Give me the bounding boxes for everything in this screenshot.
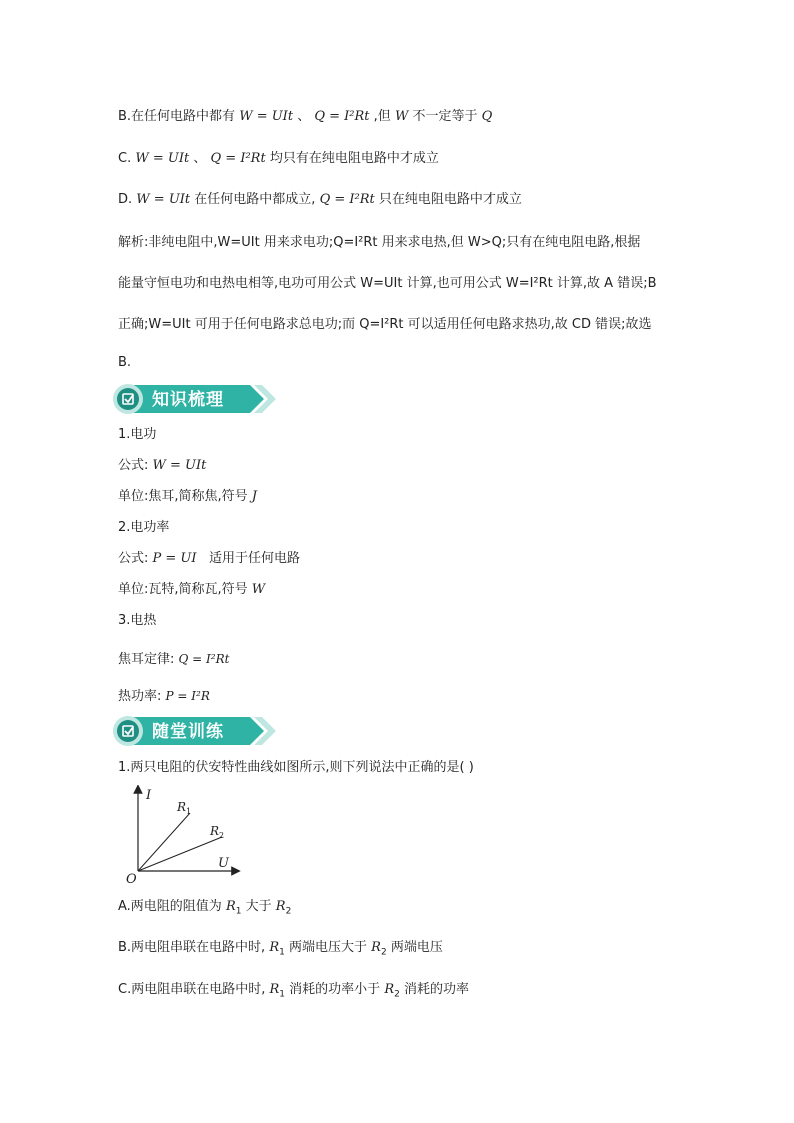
item-1-formula [118,457,206,475]
option-text: 不一定等于 [412,109,478,124]
option-b-prev [118,108,492,126]
r1-label: $R_1$ [177,800,192,816]
y-axis-label: I [146,788,152,803]
symbol: R [269,940,280,955]
label: 热功率: [118,689,162,704]
subscript: 1 [235,906,242,917]
item-3-power [118,687,210,706]
r2-label: $R_2$ [210,824,225,840]
option-text: 只在纯电阻电路中才成立 [378,192,522,207]
item-1-unit [118,488,257,506]
option-text: C. [118,151,132,166]
option-a [118,898,291,921]
separator: 、 [193,151,207,166]
item-1-title: 1.电功 [118,427,157,442]
graph-svg [122,785,242,885]
item-2-title: 2.电功率 [118,520,170,535]
note: 适用于任何电路 [208,551,300,566]
label: 单位:焦耳,简称焦,符号 [118,489,248,504]
subscript: 1 [279,989,286,1000]
section-title: 知识梳理 [152,390,224,410]
item-2-formula [118,550,300,568]
formula: W = UIt [136,192,191,207]
symbol: R [384,982,395,997]
option-text: D. [118,192,133,207]
symbol: J [251,489,258,504]
question-1: 1.两只电阻的伏安特性曲线如图所示,则下列说法中正确的是( ) [118,760,474,775]
item-3-title: 3.电热 [118,613,157,628]
option-c-prev [118,150,439,168]
option-text: 消耗的功率小于 [289,982,381,997]
subscript: 2 [285,906,292,917]
formula: Q = I²Rt [319,192,375,207]
option-text: C.两电阻串联在电路中时, [118,982,266,997]
subscript: 1 [279,947,285,958]
subscript: 2 [380,947,387,958]
option-text: B.在任何电路中都有 [118,109,236,124]
section-banner-practice [112,714,277,746]
option-text: A.两电阻的阻值为 [118,899,222,914]
option-c [118,981,469,1004]
x-axis-label: U [218,856,229,871]
option-text: 两端电压大于 [289,940,368,955]
iu-characteristic-graph [122,785,242,885]
analysis-line-3: 正确;W=UIt 可用于任何电路求总电功;而 Q=I²Rt 可以适用任何电路求热功,故 CD 错误;故选 [118,317,652,332]
option-d-prev [118,191,522,209]
formula: W = UIt [239,109,294,124]
option-text: B.两电阻串联在电路中时, [118,940,266,955]
subscript: 2 [394,989,400,1000]
formula: P = I²R [165,689,210,703]
separator: 、 [297,109,311,124]
analysis-line-1: 解析:非纯电阻中,W=UIt 用来求电功;Q=I²Rt 用来求电热,但 W>Q;只有在纯电阻电路,根据 [118,235,641,250]
line-r2 [138,837,222,871]
symbol: R [371,940,381,955]
option-text: 在任何电路中都成立, [194,192,316,207]
option-text: 两端电压 [390,940,443,955]
formula: Q = I²Rt [178,652,230,666]
formula: W = UIt [152,458,207,473]
option-text: 大于 [245,899,272,914]
item-3-law [118,650,229,669]
origin-label: O [126,872,137,885]
analysis-line-4: B. [118,355,132,370]
formula: Q = I²Rt [314,109,370,124]
symbol: W [251,582,266,597]
line-r1 [138,813,190,871]
formula: W = UIt [135,151,190,166]
option-text: 均只有在纯电阻电路中才成立 [269,151,439,166]
label: 单位:瓦特,简称瓦,符号 [118,582,248,597]
section-title: 随堂训练 [152,722,224,742]
formula: P = UI [152,551,197,566]
option-b [118,939,443,962]
label: 公式: [118,458,149,473]
option-text: ,但 [373,109,391,124]
symbol: W [394,109,409,124]
option-text: 消耗的功率 [403,982,469,997]
symbol: R [225,899,236,914]
symbol: R [275,899,286,914]
symbol: R [269,982,280,997]
label: 公式: [118,551,149,566]
analysis-line-2: 能量守恒电功和电热电相等,电功可用公式 W=UIt 计算,也可用公式 W=I²Rt 计算,故 A 错误;B [118,276,657,291]
formula: Q = I²Rt [210,151,266,166]
item-2-unit [118,581,265,599]
symbol: Q [481,109,493,124]
label: 焦耳定律: [118,652,175,667]
section-banner-knowledge [112,382,277,414]
